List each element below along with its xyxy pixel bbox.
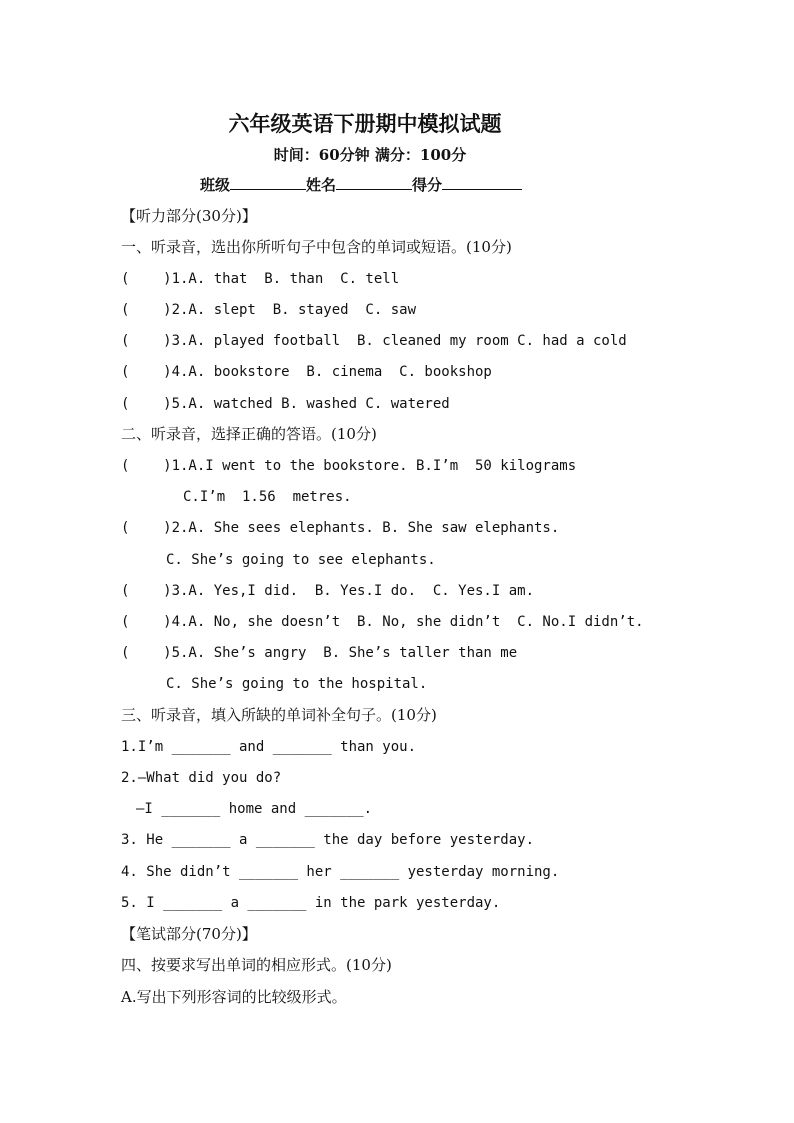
- section3-item-3: 3. He _______ a _______ the day before yesterday.: [121, 832, 535, 848]
- section3-heading: 三、听录音，填入所缺的单词补全句子。(10分): [121, 706, 437, 724]
- section2-item-1: ( )1.A.I went to the bookstore. B.I’m 50 kilograms: [121, 458, 577, 474]
- writing-header: 【笔试部分(70分)】: [121, 925, 257, 943]
- name-blank[interactable]: [336, 174, 412, 190]
- name-label: 姓名: [306, 176, 337, 194]
- section2-heading: 二、听录音，选择正确的答语。(10分): [121, 425, 377, 443]
- listening-header: 【听力部分(30分)】: [121, 207, 257, 225]
- score-label: 得分: [412, 176, 443, 194]
- section2-item-2: ( )2.A. She sees elephants. B. She saw elephants.: [121, 520, 560, 536]
- section3-item-2-answer: —I _______ home and _______.: [136, 801, 373, 817]
- exam-title: 六年级英语下册期中模拟试题: [228, 111, 502, 136]
- student-info-line: [200, 174, 522, 195]
- section4-sub-a: A.写出下列形容词的比较级形式。: [121, 988, 347, 1006]
- section1-item-1: ( )1.A. that B. than C. tell: [121, 271, 400, 287]
- section3-item-1: 1.I’m _______ and _______ than you.: [121, 739, 417, 755]
- section1-item-3: ( )3.A. played football B. cleaned my room C. had a cold: [121, 333, 627, 349]
- section2-item-5: ( )5.A. She’s angry B. She’s taller than me: [121, 645, 518, 661]
- section2-item-2-option-c: C. She’s going to see elephants.: [166, 552, 436, 568]
- section3-item-4: 4. She didn’t _______ her _______ yesterday morning.: [121, 864, 560, 880]
- exam-subtitle: 时间：60分钟 满分：100分: [273, 146, 467, 164]
- section2-item-1-option-c: C.I’m 1.56 metres.: [183, 489, 352, 505]
- section1-heading: 一、听录音，选出你所听句子中包含的单词或短语。(10分): [121, 238, 512, 256]
- section3-item-2: 2.—What did you do?: [121, 770, 282, 786]
- section3-item-5: 5. I _______ a _______ in the park yesterday.: [121, 895, 501, 911]
- class-blank[interactable]: [230, 174, 306, 190]
- section2-item-3: ( )3.A. Yes,I did. B. Yes.I do. C. Yes.I am.: [121, 583, 535, 599]
- section4-heading: 四、按要求写出单词的相应形式。(10分): [121, 956, 392, 974]
- class-label: 班级: [200, 176, 231, 194]
- section1-item-2: ( )2.A. slept B. stayed C. saw: [121, 302, 417, 318]
- section1-item-4: ( )4.A. bookstore B. cinema C. bookshop: [121, 364, 492, 380]
- section1-item-5: ( )5.A. watched B. washed C. watered: [121, 396, 450, 412]
- score-blank[interactable]: [442, 174, 522, 190]
- section2-item-4: ( )4.A. No, she doesn’t B. No, she didn’t C. No.I didn’t.: [121, 614, 644, 630]
- section2-item-5-option-c: C. She’s going to the hospital.: [166, 676, 428, 692]
